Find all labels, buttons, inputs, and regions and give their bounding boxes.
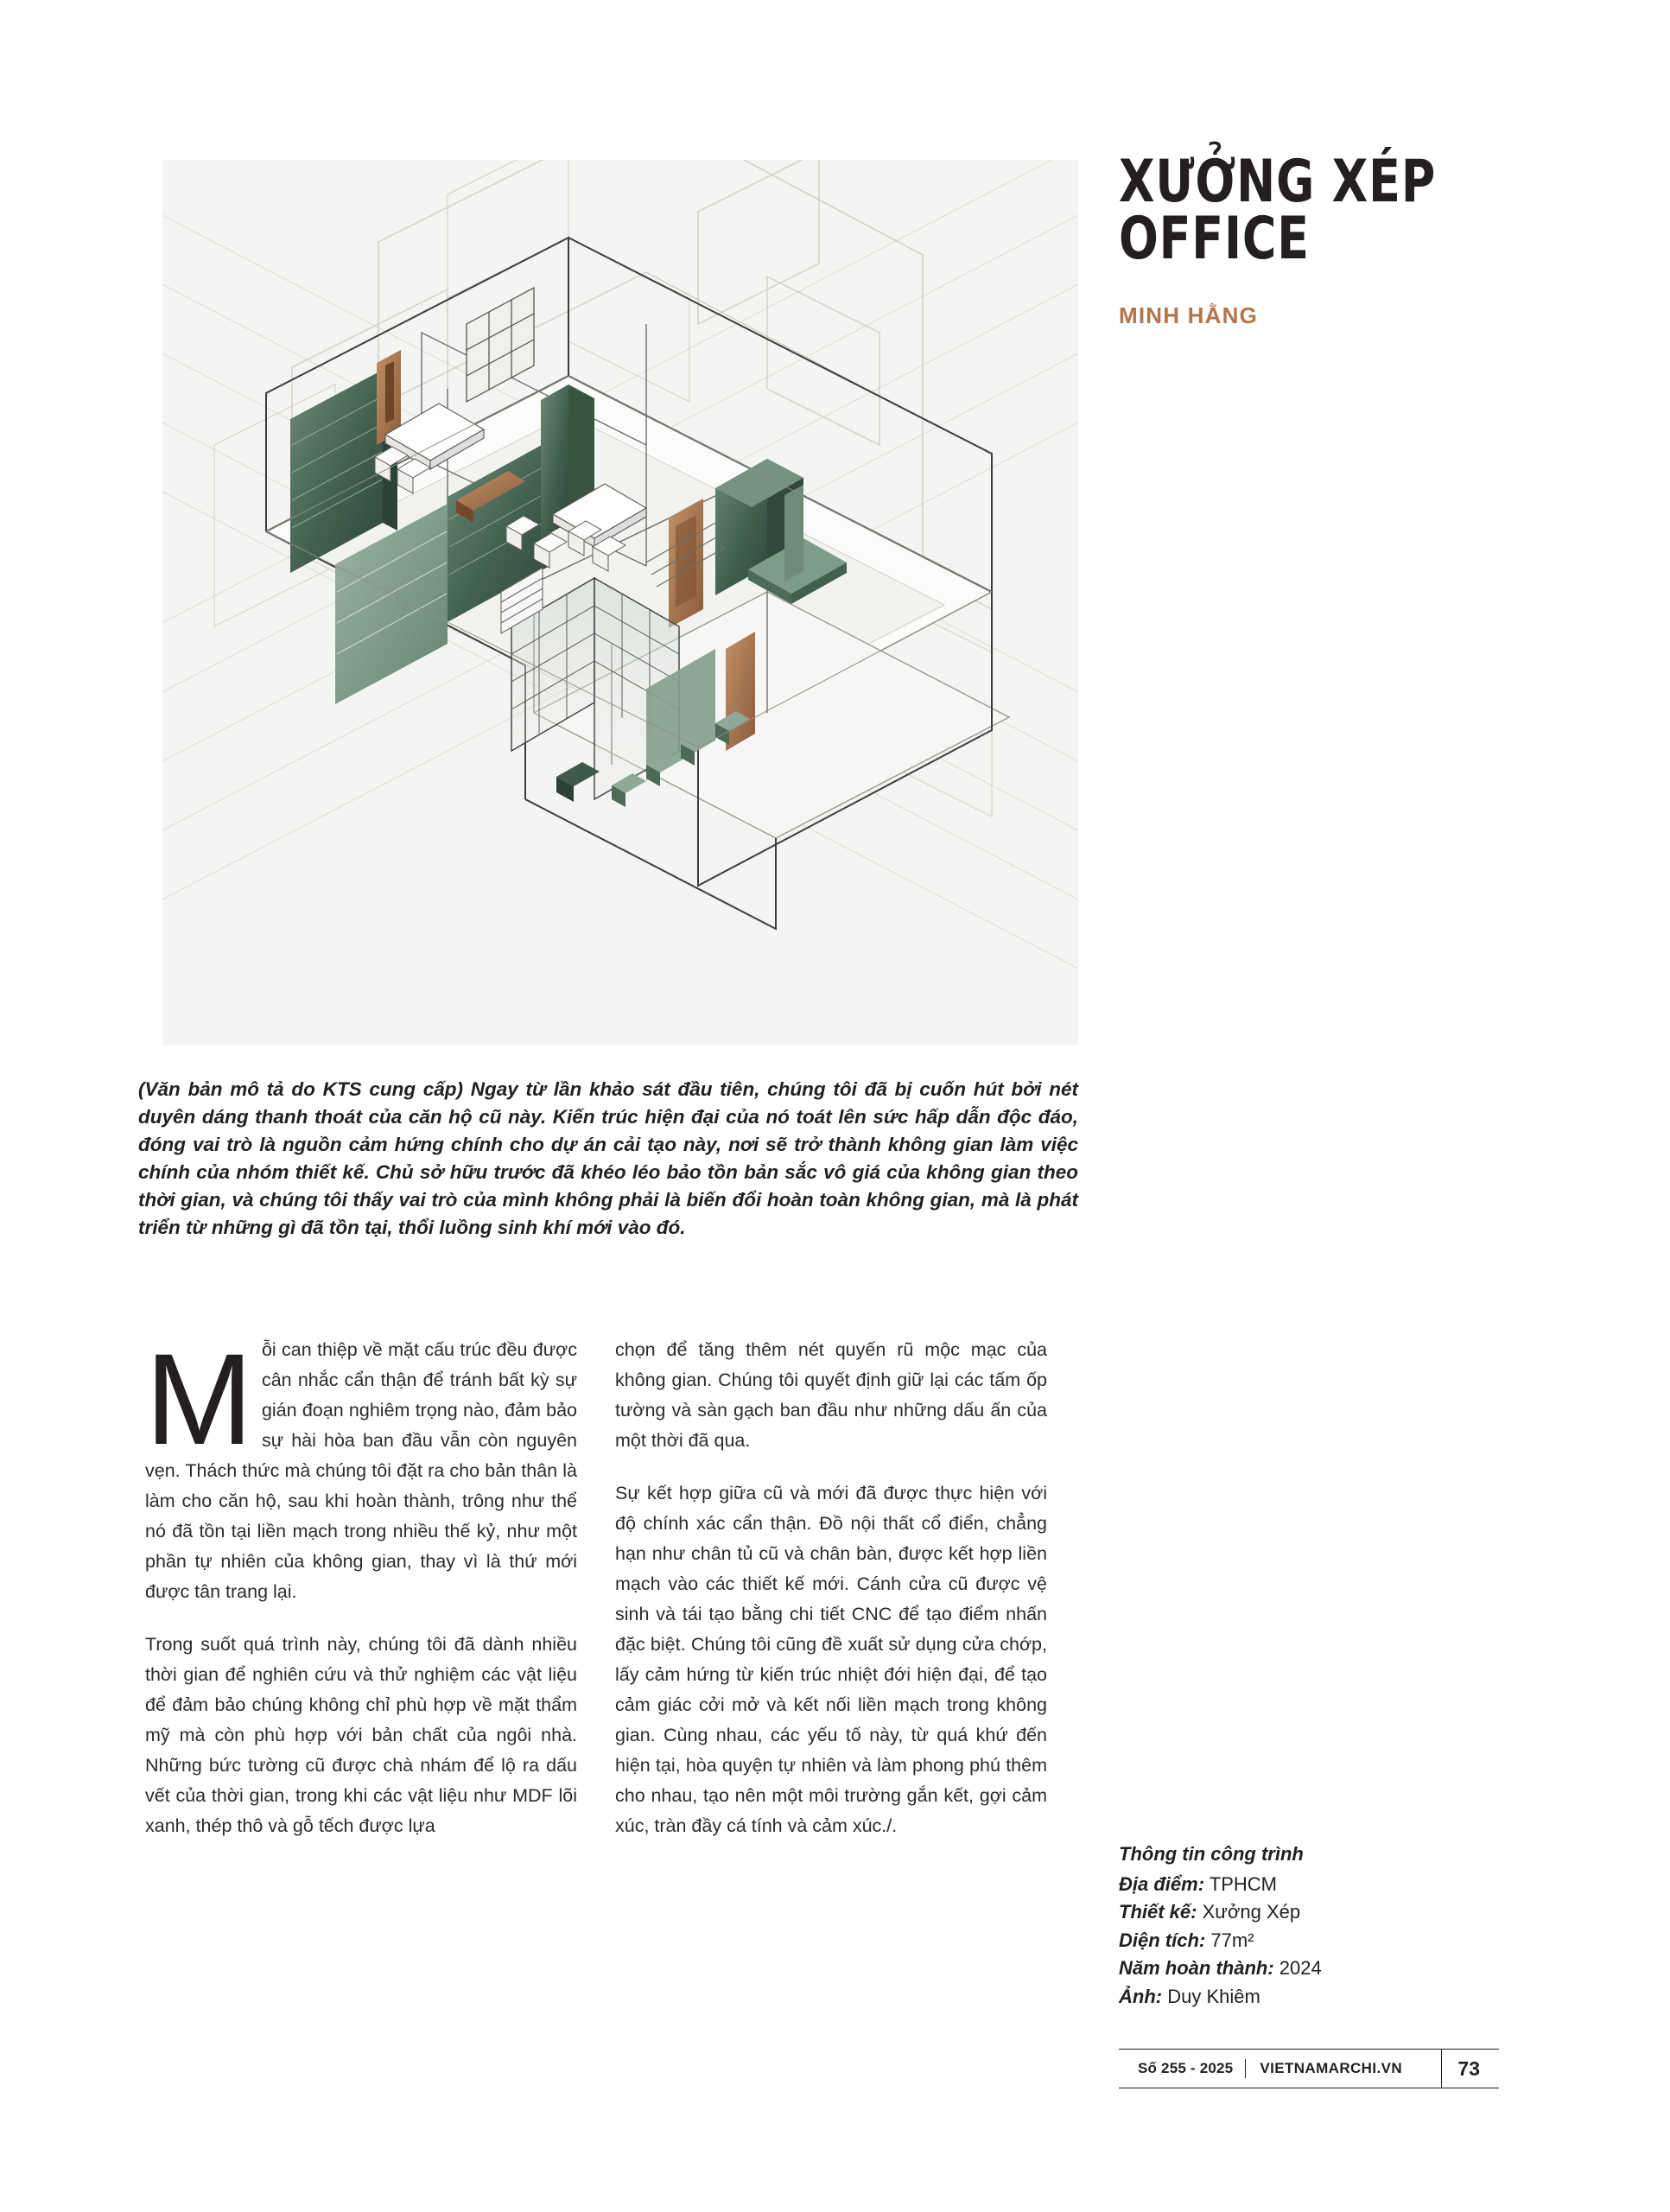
body-paragraph-text: ỗi can thiệp về mặt cấu trúc đều được cân nhắc cẩn thận để tránh bất kỳ sự gián đoạn nghiêm trọng nào, đảm bảo sự hài hòa ban đầu vẫn còn nguyên vẹn. Thách thức mà chúng tôi đặt ra cho bản thân là làm cho căn hộ, sau khi hoàn thành, trông như thể nó đã tồn tại liền mạch trong nhiều thế kỷ, như một phần tự nhiên của không gian, thay vì là thứ mới được tân trang lại.	[145, 1339, 577, 1603]
project-axonometric-figure	[162, 160, 1078, 1046]
project-info-row-photo	[1119, 1983, 1499, 2012]
project-info-key: Ảnh:	[1119, 1985, 1163, 2007]
body-column-left	[145, 1326, 577, 1865]
project-info-block	[1119, 1840, 1499, 2011]
project-info-value: Duy Khiêm	[1167, 1985, 1260, 2007]
page-title-line-1: XƯỞNG XÉP	[1119, 148, 1437, 216]
project-info-heading: Thông tin công trình	[1119, 1843, 1304, 1865]
page-footer	[1119, 2049, 1499, 2088]
project-info-value: 77m²	[1210, 1929, 1254, 1951]
drop-cap: M	[145, 1326, 253, 1471]
lead-paragraph: (Văn bản mô tả do KTS cung cấp) Ngay từ lần khảo sát đầu tiên, chúng tôi đã bị cuốn hút bởi nét duyên dáng thanh thoát của căn hộ cũ này. Kiến trúc hiện đại của nó toát lên sức hấp dẫn độc đáo, đóng vai trò là nguồn cảm hứng chính cho dự án cải tạo này, nơi sẽ trở thành không gian làm việc chính của nhóm thiết kế. Chủ sở hữu trước đã khéo léo bảo tồn bản sắc vô giá của không gian theo thời gian, và chúng tôi thấy vai trò của mình không phải là biến đổi hoàn toàn không gian, mà là phát triển từ những gì đã tồn tại, thổi luồng sinh khí mới vào đó.	[138, 1078, 1078, 1238]
issue-label: Số 255 - 2025	[1138, 2060, 1234, 2076]
body-column-right	[615, 1335, 1047, 1865]
project-info-row-design	[1119, 1898, 1499, 1927]
website-label: VIETNAMARCHI.VN	[1260, 2060, 1403, 2076]
project-info-key: Diện tích:	[1119, 1929, 1206, 1951]
project-info-row-year	[1119, 1955, 1499, 1983]
project-info-value: 2024	[1279, 1957, 1322, 1980]
body-paragraph: Trong suốt quá trình này, chúng tôi đã dành nhiều thời gian để nghiên cứu và thử nghiệm các vật liệu để đảm bảo chúng không chỉ phù hợp về mặt thẩm mỹ mà còn phù hợp với bản chất của ngôi nhà. Những bức tường cũ được chà nhám để lộ ra dấu vết của thời gian, trong khi các vật liệu như MDF lõi xanh, thép thô và gỗ tếch được lựa	[145, 1634, 577, 1837]
project-info-value: Xưởng Xép	[1202, 1901, 1301, 1923]
article-title-block	[1119, 148, 1585, 329]
project-info-key: Thiết kế:	[1119, 1901, 1197, 1923]
project-info-value: TPHCM	[1209, 1872, 1277, 1895]
project-info-row-area	[1119, 1927, 1499, 1955]
author-byline: MINH HẰNG	[1119, 302, 1259, 328]
body-paragraph: chọn để tăng thêm nét quyến rũ mộc mạc của không gian. Chúng tôi quyết định giữ lại các tấm ốp tường và sàn gạch ban đầu như những dấu ấn của một thời đã qua.	[615, 1339, 1047, 1452]
project-info-key: Địa điểm:	[1119, 1872, 1205, 1895]
body-paragraph: Sự kết hợp giữa cũ và mới đã được thực hiện với độ chính xác cẩn thận. Đồ nội thất cổ điển, chẳng hạn như chân tủ cũ và chân bàn, được kết hợp liền mạch vào các thiết kế mới. Cánh cửa cũ được vệ sinh và tái tạo bằng chi tiết CNC để tạo điểm nhấn đặc biệt. Chúng tôi cũng đề xuất sử dụng cửa chớp, lấy cảm hứng từ kiến trúc nhiệt đới hiện đại, để tạo cảm giác cởi mở và kết nối liền mạch trong không gian. Cùng nhau, các yếu tố này, từ quá khứ đến hiện tại, hòa quyện tự nhiên và làm phong phú thêm cho nhau, tạo nên một môi trường gắn kết, gợi cảm xúc, tràn đầy cá tính và cảm xúc./.	[615, 1483, 1047, 1837]
project-info-key: Năm hoàn thành:	[1119, 1957, 1274, 1980]
project-info-row-location	[1119, 1871, 1499, 1899]
page-number: 73	[1457, 2056, 1480, 2080]
axonometric-drawing	[162, 160, 1078, 1046]
page-title-line-2: OFFICE	[1119, 204, 1310, 273]
body-paragraph	[145, 1326, 577, 1607]
